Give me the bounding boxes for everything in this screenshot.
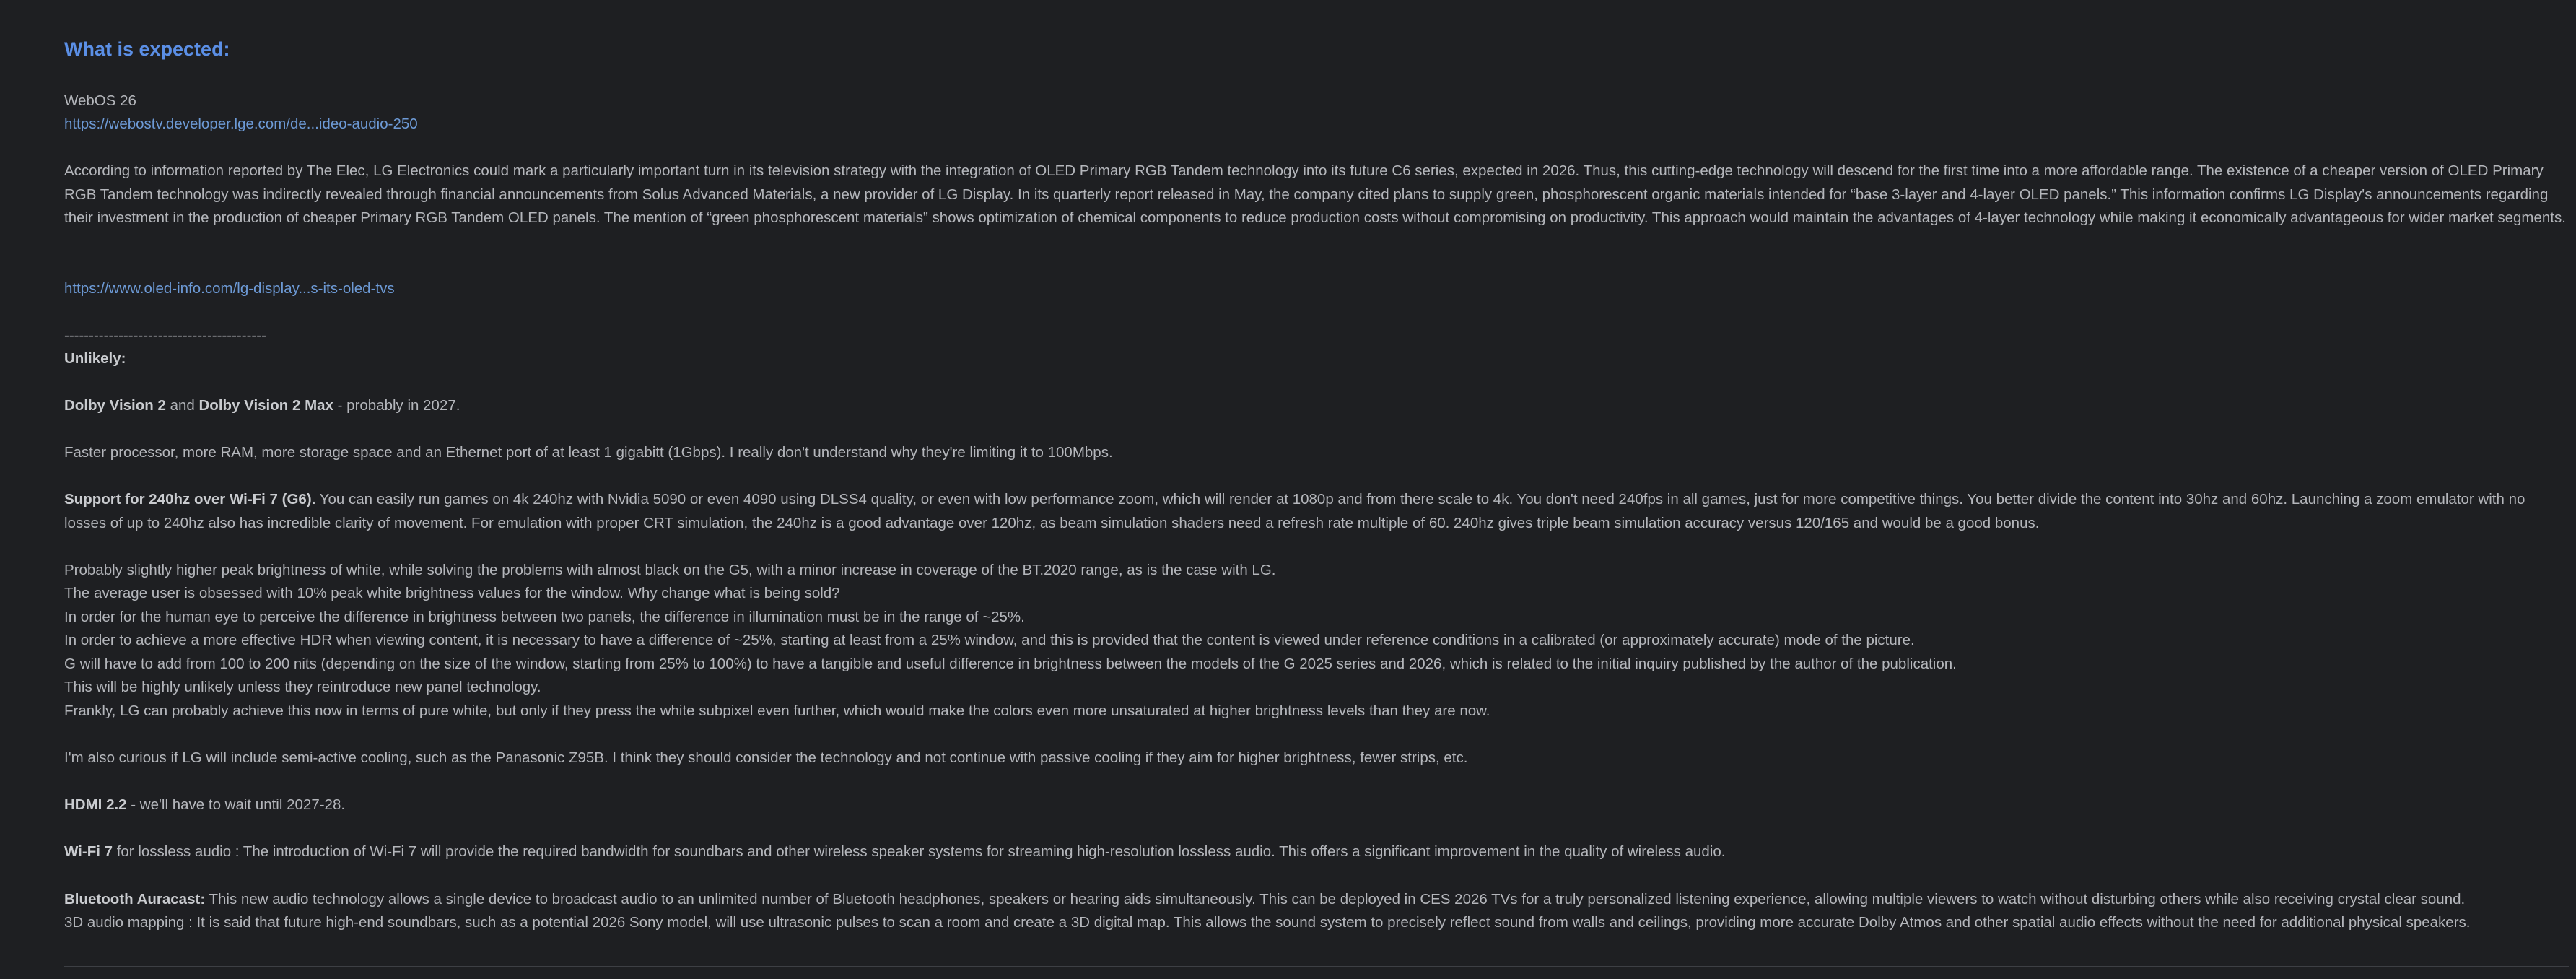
brightness-line: In order to achieve a more effective HDR when viewing content, it is necessary to have a difference of ~25%, starting at least from a 25% window, and this is provided that the content is viewed under reference conditions in a calibrated (or approximately accurate) mode of the picture. <box>64 632 1915 648</box>
webos-title: WebOS 26 <box>64 92 136 109</box>
unlikely-label: Unlikely: <box>64 350 126 367</box>
wifi7-line: Wi-Fi 7 for lossless audio : The introduction of Wi-Fi 7 will provide the required bandwidth for soundbars and other wireless speaker systems for streaming high-resolution lossless audio. This offers a significant improvement in the quality of wireless audio. <box>64 843 1726 860</box>
brightness-line: Probably slightly higher peak brightness of white, while solving the problems with almost black on the G5, with a minor increase in coverage of the BT.2020 range, as is the case with LG. <box>64 562 1276 578</box>
brightness-line: G will have to add from 100 to 200 nits (depending on the size of the window, starting from 25% to 100%) to have a tangible and useful difference in brightness between the models of the G 2025 series and 2026, which is related to the initial inquiry published by the author of the publication. <box>64 656 1957 672</box>
section-heading: What is expected: <box>64 38 230 60</box>
oled-info-link[interactable]: https://www.oled-info.com/lg-display...s-its-oled-tvs <box>64 280 395 297</box>
cooling-line: I'm also curious if LG will include semi-active cooling, such as the Panasonic Z95B. I think they should consider the technology and not continue with passive cooling if they aim for higher brightness, fewer strips, etc. <box>64 749 1468 766</box>
divider-text: ----------------------------------------- <box>64 327 266 344</box>
wifi-240hz-paragraph: Support for 240hz over Wi-Fi 7 (G6). You can easily run games on 4k 240hz with Nvidia 5090 or even 4090 using DLSS4 quality, or even with low performance zoom, which will render at 1080p and from there scale to 4k. You don't need 240fps in all games, just for more competitive things. You better divide the content into 30hz and 60hz. Launching a zoom emulator with no losses of up to 240hz also has incredible clarity of movement. For emulation with proper CRT simulation, the 240hz is a good advantage over 120hz, as beam simulation shaders need a refresh rate multiple of 60. 240hz gives triple beam simulation accuracy versus 120/165 and would be a good bonus. <box>64 491 2525 531</box>
auracast-bold: Bluetooth Auracast: <box>64 891 206 908</box>
audio-mapping-line: 3D audio mapping : It is said that future high-end soundbars, such as a potential 2026 Sony model, will use ultrasonic pulses to scan a room and create a 3D digital map. This allows the sound system to precisely reflect sound from walls and ceilings, providing more accurate Dolby Atmos and other spatial audio effects without the need for additional physical speakers. <box>64 914 2471 931</box>
dolby-line: Dolby Vision 2 and Dolby Vision 2 Max - probably in 2027. <box>64 397 460 414</box>
wifi7-bold: Wi-Fi 7 <box>64 843 113 860</box>
bottom-divider <box>64 966 2569 967</box>
webos-link[interactable]: https://webostv.developer.lge.com/de...ideo-audio-250 <box>64 116 418 132</box>
wifi-240hz-bold: Support for 240hz over Wi-Fi 7 (G6). <box>64 491 316 508</box>
oled-paragraph: According to information reported by The Elec, LG Electronics could mark a particularly important turn in its television strategy with the integration of OLED Primary RGB Tandem technology into its future C6 series, expected in 2026. Thus, this cutting-edge technology will descend for the first time into a more affordable range. The existence of a cheaper version of OLED Primary RGB Tandem technology was indirectly revealed through financial announcements from Solus Advanced Materials, a new provider of LG Display. In its quarterly report released in May, the company cited plans to supply green, phosphorescent organic materials intended for “base 3-layer and 4-layer OLED panels.” This information confirms LG Display's announcements regarding their investment in the production of cheaper Primary RGB Tandem OLED panels. The mention of “green phosphorescent materials” shows optimization of chemical components to reduce production costs without compromising on productivity. This approach would maintain the advantages of 4-layer technology while making it economically advantageous for wider market segments. <box>64 162 2566 226</box>
dolby-vision-2-max: Dolby Vision 2 Max <box>198 397 333 414</box>
brightness-line: The average user is obsessed with 10% peak white brightness values for the window. Why change what is being sold? <box>64 585 840 601</box>
dolby-vision-2: Dolby Vision 2 <box>64 397 166 414</box>
brightness-line: Frankly, LG can probably achieve this now in terms of pure white, but only if they press the white subpixel even further, which would make the colors even more unsaturated at higher brightness levels than they are now. <box>64 702 1490 719</box>
hdmi-bold: HDMI 2.2 <box>64 796 127 813</box>
auracast-line: Bluetooth Auracast: This new audio technology allows a single device to broadcast audio to an unlimited number of Bluetooth headphones, speakers or hearing aids simultaneously. This can be deployed in CES 2026 TVs for a truly personalized listening experience, allowing multiple viewers to watch without disturbing others while also receiving crystal clear sound. <box>64 891 2466 908</box>
processor-line: Faster processor, more RAM, more storage space and an Ethernet port of at least 1 gigabitt (1Gbps). I really don't understand why they're limiting it to 100Mbps. <box>64 444 1113 461</box>
hdmi-line: HDMI 2.2 - we'll have to wait until 2027-28. <box>64 796 346 813</box>
brightness-line: In order for the human eye to perceive the difference in brightness between two panels, the difference in illumination must be in the range of ~25%. <box>64 609 1025 625</box>
brightness-line: This will be highly unlikely unless they reintroduce new panel technology. <box>64 679 541 695</box>
